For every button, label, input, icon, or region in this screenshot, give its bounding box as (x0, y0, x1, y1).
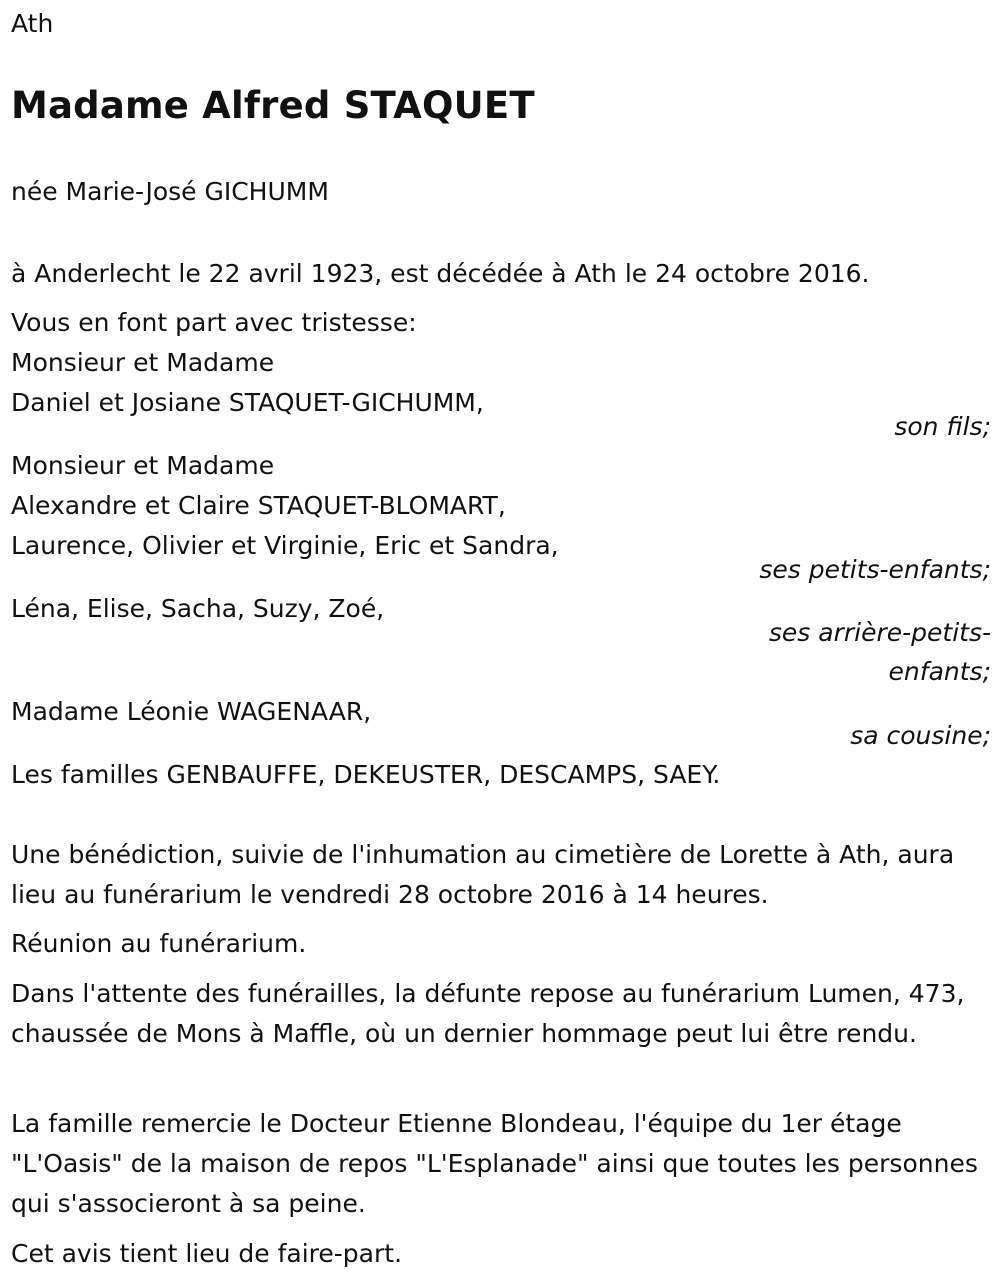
family-line: Madame Léonie WAGENAAR, (11, 697, 372, 726)
family-line: Laurence, Olivier et Virginie, Eric et Sandra, (11, 531, 559, 560)
family-line: Monsieur et Madame (11, 348, 275, 377)
family-line: Léna, Elise, Sacha, Suzy, Zoé, (11, 594, 385, 623)
intro-line: Vous en font part avec tristesse: (11, 308, 417, 337)
family-role: enfants; (888, 657, 991, 686)
family-line: Monsieur et Madame (11, 451, 275, 480)
ceremony-paragraph: Une bénédiction, suivie de l'inhumation au cimetière de Lorette à Ath, aura lieu au funérarium le vendredi 28 octobre 2016 à 14 heures. (11, 840, 955, 909)
family-role: ses arrière-petits- (768, 618, 991, 647)
thanks-paragraph: La famille remercie le Docteur Etienne Blondeau, l'équipe du 1er étage "L'Oasis" de la maison de repos "L'Esplanade" ainsi que toutes les personnes qui s'associeront à sa peine. (11, 1109, 978, 1218)
family-line: Daniel et Josiane STAQUET-GICHUMM, (11, 388, 484, 417)
family-line: Les familles GENBAUFFE, DEKEUSTER, DESCAMPS, SAEY. (11, 760, 721, 789)
family-role: sa cousine; (850, 721, 991, 750)
maiden-name: née Marie-José GICHUMM (11, 177, 329, 206)
birth-death-line: à Anderlecht le 22 avril 1923, est décédée à Ath le 24 octobre 2016. (11, 259, 870, 288)
family-role: ses petits-enfants; (759, 555, 991, 584)
family-role: son fils; (894, 412, 991, 441)
deceased-name: Madame Alfred STAQUET (11, 84, 535, 127)
closing-line: Cet avis tient lieu de faire-part. (11, 1239, 403, 1268)
family-line: Alexandre et Claire STAQUET-BLOMART, (11, 491, 506, 520)
reunion-line: Réunion au funérarium. (11, 929, 307, 958)
repose-paragraph: Dans l'attente des funérailles, la défunte repose au funérarium Lumen, 473, chaussée de Mons à Maffle, où un dernier hommage peut lui être rendu. (11, 979, 965, 1048)
city-label: Ath (11, 9, 54, 38)
